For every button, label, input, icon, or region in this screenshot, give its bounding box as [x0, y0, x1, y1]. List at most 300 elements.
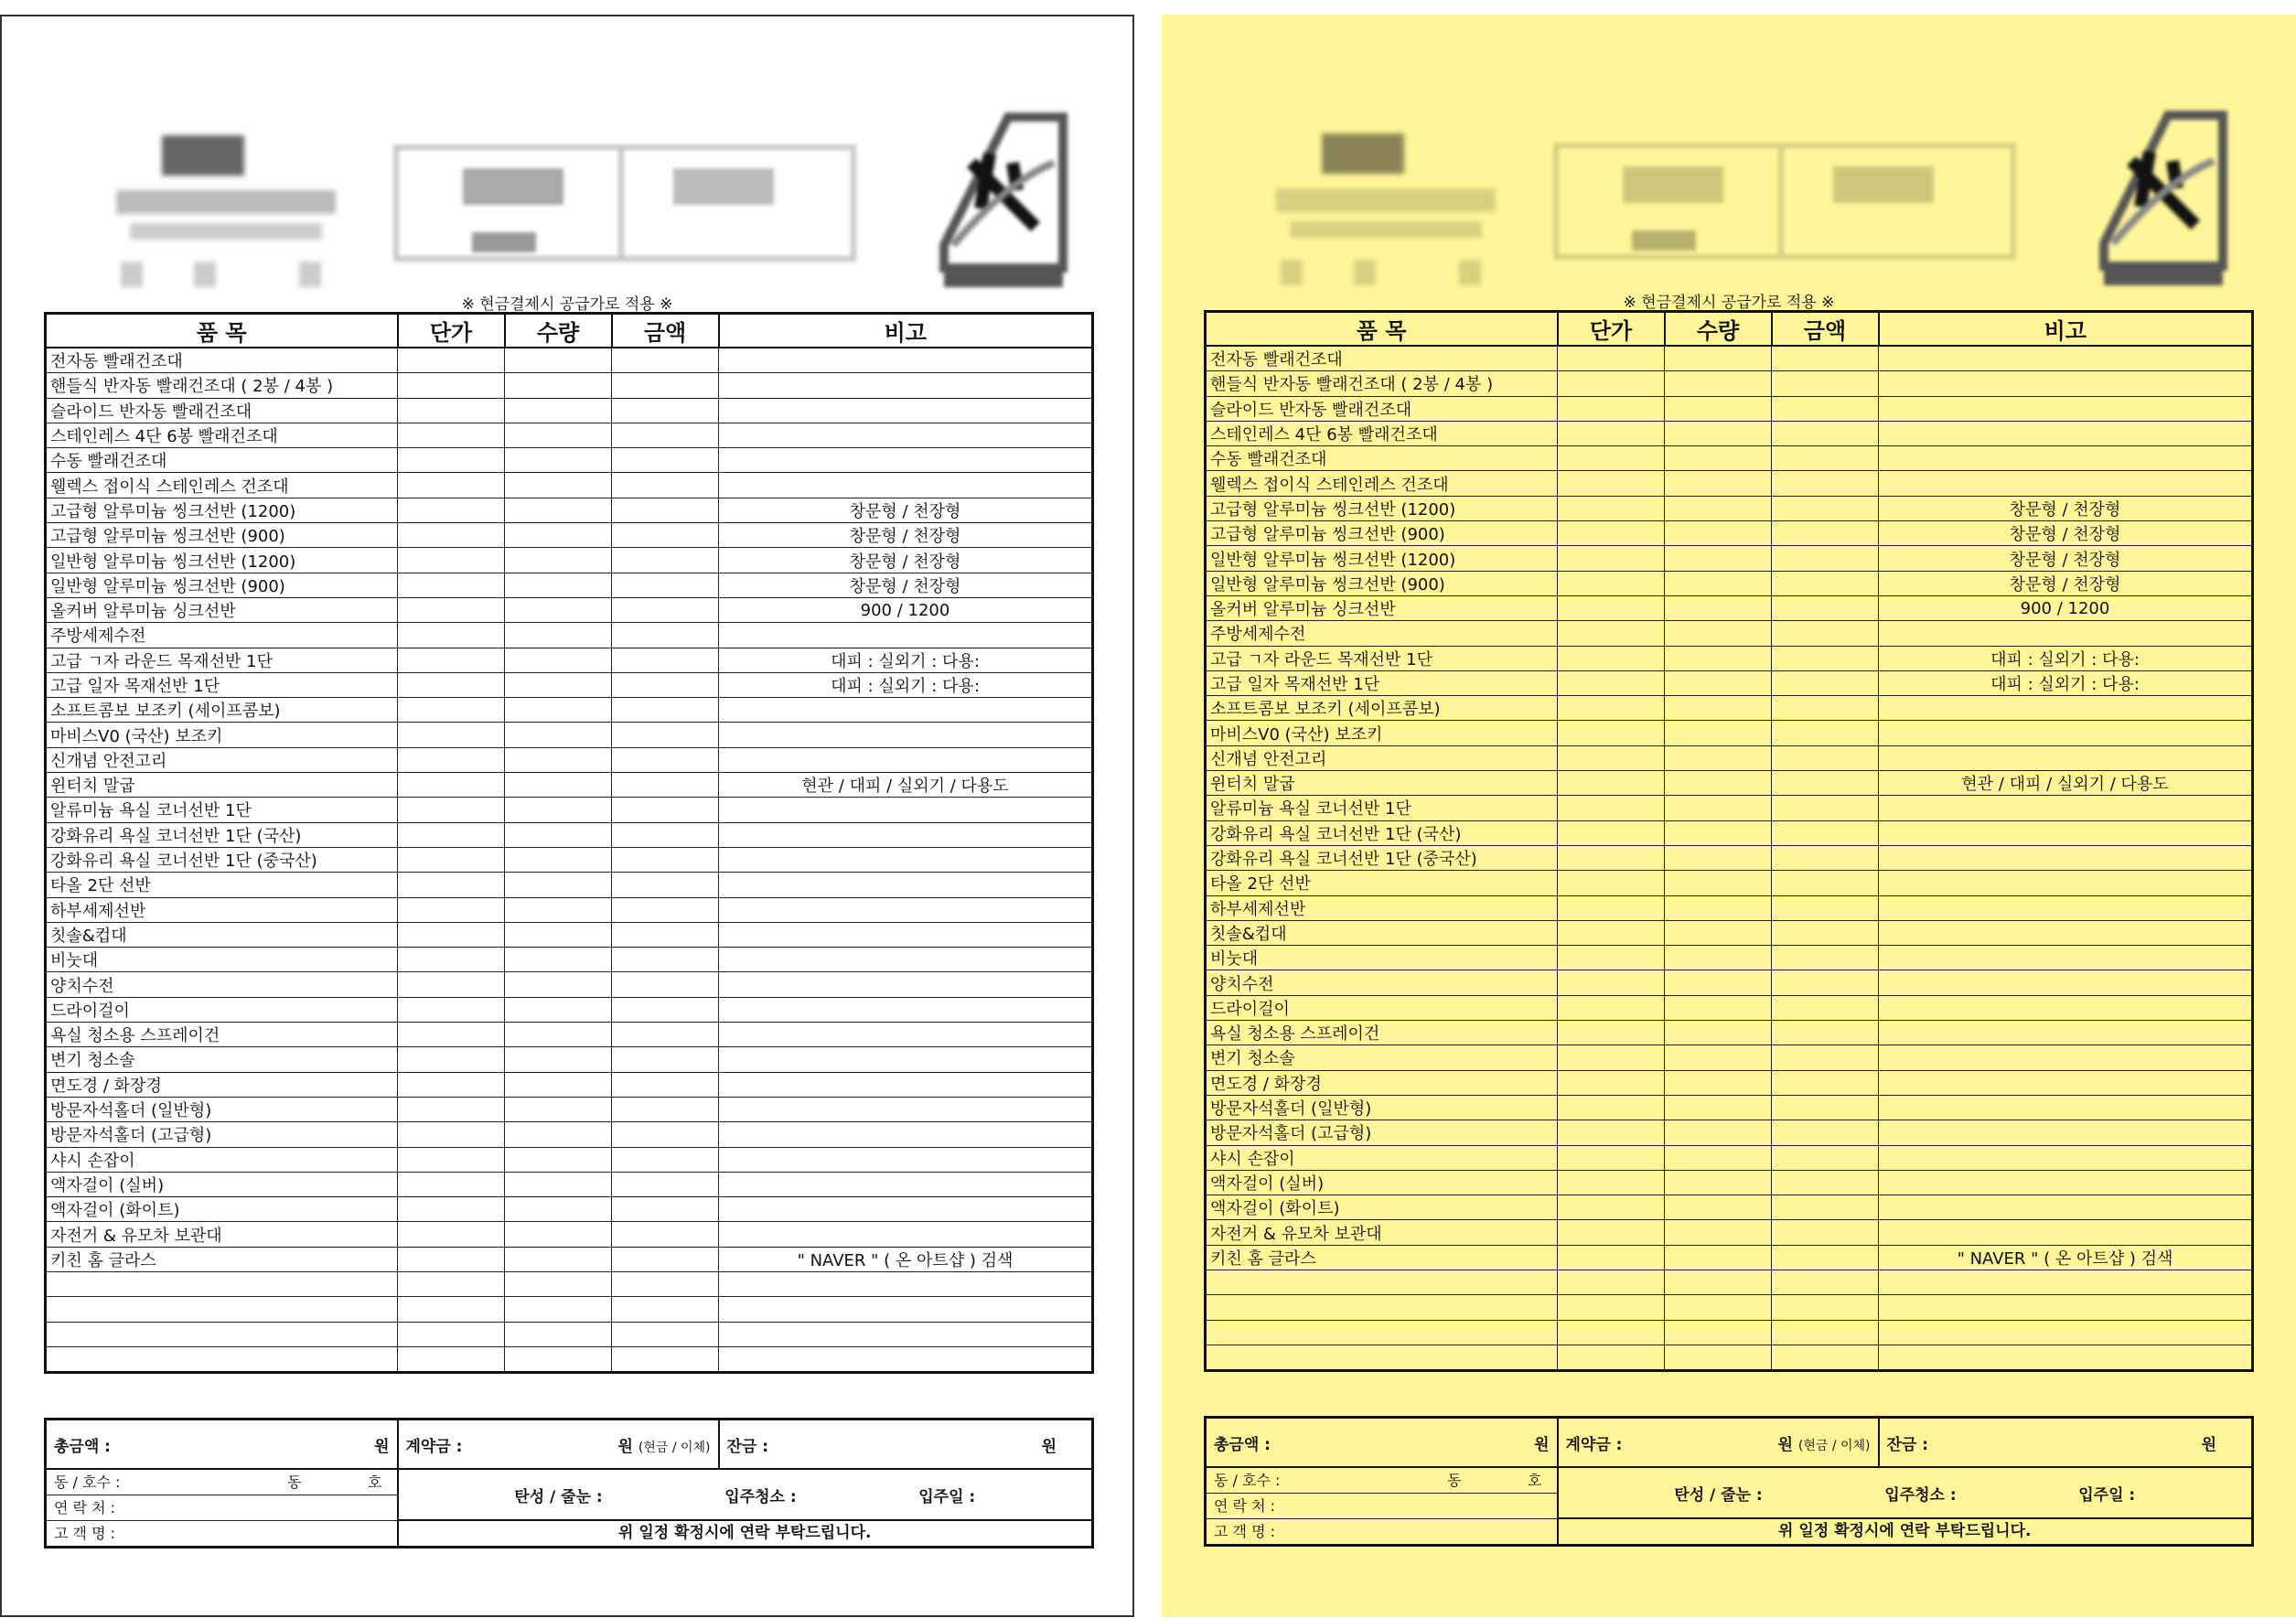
amount-cell: [1772, 546, 1879, 571]
item-name: 방문자석홀더 (고급형): [46, 1122, 398, 1147]
item-name: [1206, 1320, 1558, 1345]
table-row: [1206, 1195, 2253, 1220]
item-name: 일반형 알루미늄 씽크선반 (1200): [46, 548, 398, 573]
item-note: 창문형 / 천장형: [1879, 521, 2253, 546]
amount-cell: [612, 623, 719, 648]
unit-price-cell: [1558, 1295, 1665, 1320]
item-note: [1879, 1045, 2253, 1070]
amount-cell: [612, 1222, 719, 1247]
quantity-cell: [1665, 1320, 1772, 1345]
item-note: [1879, 1120, 2253, 1145]
amount-cell: [1772, 895, 1879, 920]
table-row: [46, 648, 1093, 672]
amount-cell: [1772, 496, 1879, 520]
amount-cell: [612, 897, 719, 922]
table-row: [1206, 1345, 2253, 1370]
col-item: 품 목: [46, 314, 398, 348]
table-row: [1206, 920, 2253, 945]
quantity-cell: [505, 723, 612, 747]
item-note: [719, 1222, 1093, 1247]
amount-cell: [1772, 1345, 1879, 1370]
quantity-cell: [1665, 1270, 1772, 1294]
quantity-cell: [505, 373, 612, 398]
quantity-cell: [505, 423, 612, 447]
item-name: 하부세제선반: [46, 897, 398, 922]
item-note: 창문형 / 천장형: [719, 573, 1093, 597]
deposit-cell: [1558, 1418, 1879, 1468]
table-row: [46, 1172, 1093, 1196]
table-row: [1206, 970, 2253, 995]
amount-cell: [612, 573, 719, 597]
quantity-cell: [505, 1247, 612, 1271]
unit-price-cell: [398, 1346, 505, 1372]
table-row: [1206, 421, 2253, 445]
unit-price-cell: [1558, 1170, 1665, 1195]
table-row: [46, 348, 1093, 373]
item-name: 강화유리 욕실 코너선반 1단 (중국산): [1206, 845, 1558, 870]
unit-price-cell: [398, 847, 505, 872]
item-note: [719, 398, 1093, 423]
table-row: [46, 1247, 1093, 1271]
form-header: [2, 16, 1132, 314]
quantity-cell: [1665, 721, 1772, 745]
unit-price-cell: [1558, 371, 1665, 396]
amount-cell: [1772, 721, 1879, 745]
table-row: [46, 373, 1093, 398]
quantity-cell: [505, 348, 612, 373]
item-note: [1879, 621, 2253, 646]
col-qty: 수량: [1665, 312, 1772, 347]
amount-cell: [612, 1172, 719, 1196]
quantity-cell: [505, 747, 612, 772]
item-note: [1879, 396, 2253, 421]
item-name: 고급형 알루미늄 씽크선반 (900): [46, 523, 398, 548]
schedule-cell: [398, 1469, 1093, 1548]
item-name: 슬라이드 반자동 빨래건조대: [1206, 396, 1558, 421]
item-name: 알류미늄 욕실 코너선반 1단: [46, 798, 398, 822]
item-note: [719, 747, 1093, 772]
quantity-cell: [1665, 571, 1772, 595]
table-row: [1206, 1220, 2253, 1245]
amount-cell: [1772, 346, 1879, 371]
table-row: [1206, 1245, 2253, 1270]
blurred-company-info: [1459, 260, 1481, 285]
item-name: 윈터치 말굽: [46, 773, 398, 798]
unit-price-cell: [1558, 820, 1665, 845]
quantity-cell: [1665, 1021, 1772, 1045]
unit-price-cell: [1558, 871, 1665, 895]
table-row: [46, 548, 1093, 573]
unit-price-cell: [398, 922, 505, 947]
item-name: 방문자석홀더 (일반형): [1206, 1095, 1558, 1120]
table-row: [46, 822, 1093, 847]
quantity-cell: [505, 398, 612, 423]
unit-price-cell: [1558, 995, 1665, 1020]
item-name: 수동 빨래건조대: [46, 448, 398, 473]
quantity-cell: [505, 597, 612, 622]
item-note: [719, 1023, 1093, 1047]
amount-cell: [612, 498, 719, 522]
unit-price-cell: [1558, 1320, 1665, 1345]
table-row: [1206, 371, 2253, 396]
table-row: [46, 847, 1093, 872]
unit-price-cell: [1558, 546, 1665, 571]
unit-price-cell: [1558, 745, 1665, 770]
table-row: [1206, 771, 2253, 796]
quantity-cell: [505, 448, 612, 473]
item-note: [1879, 346, 2253, 371]
contact-label: 연 락 처 :: [1207, 1494, 1557, 1519]
item-note: 현관 / 대피 / 실외기 / 다용도: [719, 773, 1093, 798]
table-row: [46, 1072, 1093, 1097]
item-note: [719, 922, 1093, 947]
item-note: 현관 / 대피 / 실외기 / 다용도: [1879, 771, 2253, 796]
item-note: [719, 948, 1093, 972]
item-note: [1879, 721, 2253, 745]
amount-cell: [1772, 396, 1879, 421]
item-name: [46, 1297, 398, 1322]
quantity-cell: [1665, 845, 1772, 870]
amount-cell: [612, 1122, 719, 1147]
unit-price-cell: [1558, 920, 1665, 945]
ho-label: 호: [1528, 1472, 1542, 1489]
amount-cell: [612, 773, 719, 798]
amount-cell: [1772, 646, 1879, 670]
amount-cell: [612, 873, 719, 897]
amount-cell: [612, 548, 719, 573]
quantity-cell: [1665, 496, 1772, 520]
amount-cell: [1772, 1070, 1879, 1095]
amount-cell: [612, 1346, 719, 1372]
item-note: 창문형 / 천장형: [719, 548, 1093, 573]
table-row: [46, 1322, 1093, 1346]
quantity-cell: [505, 1271, 612, 1296]
item-name: 타올 2단 선반: [46, 873, 398, 897]
quantity-cell: [1665, 1345, 1772, 1370]
amount-cell: [612, 1247, 719, 1271]
item-note: [1879, 970, 2253, 995]
amount-cell: [612, 648, 719, 672]
order-form-white-copy: [0, 15, 1134, 1617]
item-note: [719, 698, 1093, 723]
unit-price-cell: [398, 473, 505, 498]
item-name: 액자걸이 (화이트): [1206, 1195, 1558, 1220]
won-label: 원: [374, 1437, 390, 1456]
amount-cell: [1772, 1045, 1879, 1070]
amount-cell: [612, 972, 719, 997]
amount-cell: [612, 822, 719, 847]
item-name: [1206, 1295, 1558, 1320]
unit-price-cell: [1558, 396, 1665, 421]
quantity-cell: [505, 1297, 612, 1322]
quantity-cell: [1665, 346, 1772, 371]
deposit-label: 계약금 :: [1565, 1435, 1623, 1454]
table-row: [46, 398, 1093, 423]
total-amount-cell: [1206, 1418, 1558, 1468]
item-name: 고급형 알루미늄 씽크선반 (900): [1206, 521, 1558, 546]
table-row: [1206, 396, 2253, 421]
item-name: [46, 1322, 398, 1346]
quantity-cell: [1665, 995, 1772, 1020]
quantity-cell: [505, 1346, 612, 1372]
unit-price-cell: [398, 698, 505, 723]
unit-price-cell: [1558, 1021, 1665, 1045]
amount-cell: [1772, 421, 1879, 445]
table-row: [1206, 1295, 2253, 1320]
amount-cell: [612, 997, 719, 1022]
item-name: 샤시 손잡이: [1206, 1145, 1558, 1170]
item-name: 변기 청소솔: [46, 1047, 398, 1072]
item-note: [719, 1047, 1093, 1072]
unit-price-cell: [398, 997, 505, 1022]
table-row: [1206, 521, 2253, 546]
quantity-cell: [505, 623, 612, 648]
item-name: [46, 1346, 398, 1372]
amount-cell: [1772, 1145, 1879, 1170]
customer-info-cell: [46, 1469, 398, 1548]
item-name: 드라이걸이: [46, 997, 398, 1022]
unit-price-cell: [398, 548, 505, 573]
deposit-cell: [398, 1420, 719, 1470]
unit-price-cell: [1558, 1045, 1665, 1070]
unit-price-cell: [398, 822, 505, 847]
item-note: [719, 1271, 1093, 1296]
total-amount-label: 총금액 :: [1214, 1435, 1271, 1454]
table-row: [1206, 845, 2253, 870]
item-name: 알류미늄 욕실 코너선반 1단: [1206, 796, 1558, 820]
quantity-cell: [1665, 920, 1772, 945]
amount-cell: [612, 348, 719, 373]
table-row: [46, 1197, 1093, 1222]
amount-cell: [1772, 946, 1879, 970]
item-note: [1879, 471, 2253, 496]
quantity-cell: [1665, 1295, 1772, 1320]
unit-price-cell: [1558, 796, 1665, 820]
amount-cell: [612, 948, 719, 972]
quantity-cell: [1665, 546, 1772, 571]
item-note: [1879, 871, 2253, 895]
amount-cell: [1772, 1220, 1879, 1245]
amount-cell: [1772, 1320, 1879, 1345]
table-row: [1206, 496, 2253, 520]
amount-cell: [612, 523, 719, 548]
unit-price-cell: [1558, 1145, 1665, 1170]
item-name: 자전거 & 유모차 보관대: [1206, 1220, 1558, 1245]
item-name: 마비스V0 (국산) 보조키: [1206, 721, 1558, 745]
unit-price-cell: [1558, 895, 1665, 920]
table-row: [1206, 546, 2253, 571]
item-name: 신개념 안전고리: [46, 747, 398, 772]
amount-cell: [1772, 696, 1879, 721]
amount-cell: [1772, 745, 1879, 770]
customer-info-cell: [1206, 1467, 1558, 1546]
quantity-cell: [1665, 1195, 1772, 1220]
footer-table: [44, 1418, 1094, 1548]
quantity-cell: [505, 1122, 612, 1147]
quantity-cell: [1665, 820, 1772, 845]
table-row: [46, 1297, 1093, 1322]
item-name: 액자걸이 (실버): [1206, 1170, 1558, 1195]
unit-price-cell: [398, 1122, 505, 1147]
table-row: [46, 498, 1093, 522]
item-note: [1879, 1095, 2253, 1120]
table-row: [46, 972, 1093, 997]
unit-price-cell: [398, 773, 505, 798]
amount-cell: [1772, 670, 1879, 695]
deposit-label: 계약금 :: [405, 1437, 463, 1456]
item-note: 대피 : 실외기 : 다용:: [1879, 646, 2253, 670]
quantity-cell: [1665, 871, 1772, 895]
table-row: [1206, 895, 2253, 920]
item-note: [719, 723, 1093, 747]
item-name: 양치수전: [1206, 970, 1558, 995]
total-amount-cell: [46, 1420, 398, 1470]
item-name: 일반형 알루미늄 씽크선반 (1200): [1206, 546, 1558, 571]
item-table: [1204, 310, 2254, 1372]
quantity-cell: [1665, 771, 1772, 796]
unit-price-cell: [1558, 946, 1665, 970]
item-note: [719, 1072, 1093, 1097]
quantity-cell: [505, 1023, 612, 1047]
unit-price-cell: [1558, 446, 1665, 471]
item-note: [1879, 745, 2253, 770]
blurred-account-box: [393, 145, 856, 262]
table-row: [1206, 1145, 2253, 1170]
cash-payment-notice: ※ 현금결제시 공급가로 적용 ※: [1623, 294, 1835, 312]
table-row: [46, 747, 1093, 772]
blurred-account-box: [1553, 143, 2016, 260]
table-row: [1206, 995, 2253, 1020]
unit-label: 동 / 호수 :: [1214, 1472, 1281, 1489]
payment-method-label: (현금 / 이체): [638, 1440, 711, 1455]
table-row: [46, 672, 1093, 697]
cleaning-label: 입주청소 :: [1884, 1485, 1957, 1505]
unit-price-cell: [1558, 595, 1665, 620]
quantity-cell: [505, 847, 612, 872]
table-row: [1206, 871, 2253, 895]
amount-cell: [1772, 1095, 1879, 1120]
unit-price-cell: [1558, 670, 1665, 695]
quantity-cell: [505, 498, 612, 522]
quantity-cell: [505, 1322, 612, 1346]
col-note: 비고: [719, 314, 1093, 348]
blurred-company-name: [1322, 134, 1404, 174]
quantity-cell: [505, 873, 612, 897]
item-note: [1879, 1270, 2253, 1294]
quantity-cell: [505, 972, 612, 997]
item-note: [1879, 895, 2253, 920]
footer-table: [1204, 1416, 2254, 1547]
unit-price-cell: [1558, 771, 1665, 796]
quantity-cell: [1665, 621, 1772, 646]
table-row: [1206, 646, 2253, 670]
amount-cell: [1772, 871, 1879, 895]
unit-price-cell: [1558, 346, 1665, 371]
col-qty: 수량: [505, 314, 612, 348]
item-name: 강화유리 욕실 코너선반 1단 (국산): [1206, 820, 1558, 845]
amount-cell: [1772, 920, 1879, 945]
quantity-cell: [505, 1097, 612, 1121]
amount-cell: [612, 398, 719, 423]
item-note: 창문형 / 천장형: [1879, 571, 2253, 595]
unit-price-cell: [398, 1197, 505, 1222]
amount-cell: [612, 1322, 719, 1346]
item-name: 욕실 청소용 스프레이건: [1206, 1021, 1558, 1045]
table-row: [46, 948, 1093, 972]
unit-price-cell: [1558, 1120, 1665, 1145]
unit-price-cell: [398, 648, 505, 672]
amount-cell: [612, 448, 719, 473]
table-row: [1206, 721, 2253, 745]
unit-price-cell: [398, 1271, 505, 1296]
quantity-cell: [1665, 1145, 1772, 1170]
quantity-cell: [1665, 670, 1772, 695]
amount-cell: [612, 423, 719, 447]
item-name: 핸들식 반자동 빨래건조대 ( 2봉 / 4봉 ): [1206, 371, 1558, 396]
amount-cell: [612, 922, 719, 947]
amount-cell: [612, 672, 719, 697]
item-name: 전자동 빨래건조대: [1206, 346, 1558, 371]
item-note: 900 / 1200: [1879, 595, 2253, 620]
item-note: [1879, 1345, 2253, 1370]
quantity-cell: [1665, 421, 1772, 445]
quantity-cell: [505, 573, 612, 597]
unit-price-cell: [1558, 721, 1665, 745]
item-name: 고급 ㄱ자 라운드 목재선반 1단: [46, 648, 398, 672]
item-note: [719, 997, 1093, 1022]
item-note: [719, 798, 1093, 822]
quantity-cell: [505, 1222, 612, 1247]
item-name: 방문자석홀더 (일반형): [46, 1097, 398, 1121]
item-note: [719, 1346, 1093, 1372]
table-row: [1206, 946, 2253, 970]
blurred-company-info: [121, 262, 143, 287]
table-row: [1206, 1120, 2253, 1145]
amount-cell: [1772, 1270, 1879, 1294]
unit-price-cell: [398, 747, 505, 772]
quantity-cell: [1665, 946, 1772, 970]
table-row: [46, 1222, 1093, 1247]
amount-cell: [612, 1147, 719, 1172]
table-row: [1206, 571, 2253, 595]
item-note: 창문형 / 천장형: [1879, 546, 2253, 571]
unit-price-cell: [398, 723, 505, 747]
table-row: [46, 1147, 1093, 1172]
unit-price-cell: [398, 972, 505, 997]
amount-cell: [612, 1023, 719, 1047]
move-in-date-label: 입주일 :: [918, 1487, 976, 1506]
item-note: [1879, 845, 2253, 870]
silicone-label: 탄성 / 줄눈 :: [1674, 1485, 1763, 1505]
item-name: 일반형 알루미늄 씽크선반 (900): [1206, 571, 1558, 595]
table-row: [46, 423, 1093, 447]
item-name: 고급형 알루미늄 씽크선반 (1200): [46, 498, 398, 522]
blurred-logo-icon: [926, 108, 1072, 291]
item-name: 스테인레스 4단 6봉 빨래건조대: [46, 423, 398, 447]
unit-price-cell: [398, 798, 505, 822]
quantity-cell: [1665, 696, 1772, 721]
table-row: [1206, 621, 2253, 646]
table-row: [46, 1122, 1093, 1147]
quantity-cell: [505, 822, 612, 847]
amount-cell: [612, 723, 719, 747]
quantity-cell: [505, 897, 612, 922]
item-name: 웰렉스 접이식 스테인레스 건조대: [46, 473, 398, 498]
unit-price-cell: [398, 1297, 505, 1322]
table-row: [46, 1346, 1093, 1372]
unit-price-cell: [398, 672, 505, 697]
amount-cell: [1772, 1021, 1879, 1045]
